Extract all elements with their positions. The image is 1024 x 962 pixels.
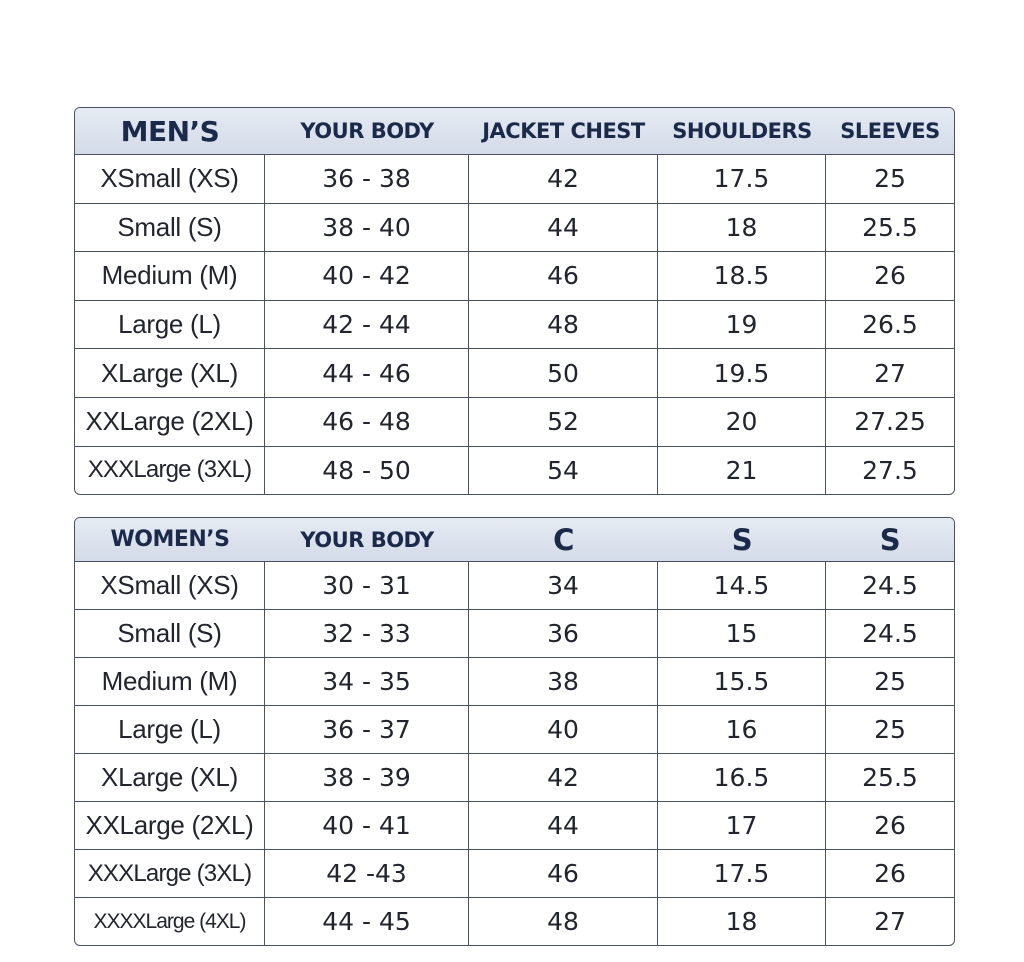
sleeves-cell: 25 — [826, 706, 954, 754]
table-row — [75, 898, 954, 945]
chest-cell: 34 — [469, 562, 658, 610]
table-row — [75, 850, 954, 898]
table-row — [75, 802, 954, 850]
size-cell: Medium (M) — [75, 658, 265, 706]
table-row — [75, 754, 954, 802]
body-cell: 36 - 37 — [265, 706, 469, 754]
size-cell: Small (S) — [75, 610, 265, 658]
size-cell: XSmall (XS) — [75, 155, 265, 204]
womens-s-header: S — [658, 518, 826, 562]
chest-cell: 42 — [469, 754, 658, 802]
mens-size-table — [74, 107, 955, 495]
body-cell: 38 - 40 — [265, 204, 469, 253]
mens-your-body-header: YOUR BODY — [265, 108, 469, 155]
shoulders-cell: 15 — [658, 610, 826, 658]
chest-cell: 46 — [469, 252, 658, 301]
table-row — [75, 706, 954, 754]
shoulders-cell: 18 — [658, 204, 826, 253]
sleeves-cell: 27.25 — [826, 398, 954, 447]
chest-cell: 48 — [469, 898, 658, 945]
shoulders-cell: 17 — [658, 802, 826, 850]
size-cell: XXLarge (2XL) — [75, 802, 265, 850]
body-cell: 42 -43 — [265, 850, 469, 898]
mens-shoulders-header: SHOULDERS — [658, 108, 826, 155]
table-row — [75, 562, 954, 610]
chest-cell: 54 — [469, 447, 658, 495]
size-cell: XLarge (XL) — [75, 349, 265, 398]
size-cell: XXXXLarge (4XL) — [75, 898, 265, 945]
sleeves-cell: 25 — [826, 658, 954, 706]
table-row — [75, 398, 954, 447]
shoulders-cell: 18.5 — [658, 252, 826, 301]
sleeves-cell: 25.5 — [826, 754, 954, 802]
shoulders-cell: 19.5 — [658, 349, 826, 398]
shoulders-cell: 17.5 — [658, 155, 826, 204]
chest-cell: 44 — [469, 802, 658, 850]
size-cell: XXXLarge (3XL) — [75, 850, 265, 898]
sleeves-cell: 27 — [826, 349, 954, 398]
chest-cell: 40 — [469, 706, 658, 754]
size-cell: Large (L) — [75, 301, 265, 350]
sleeves-cell: 24.5 — [826, 562, 954, 610]
table-row — [75, 610, 954, 658]
chest-cell: 46 — [469, 850, 658, 898]
size-cell: XXXLarge (3XL) — [75, 447, 265, 495]
table-row — [75, 301, 954, 350]
chest-cell: 38 — [469, 658, 658, 706]
shoulders-cell: 14.5 — [658, 562, 826, 610]
shoulders-cell: 16 — [658, 706, 826, 754]
chest-cell: 50 — [469, 349, 658, 398]
size-cell: Medium (M) — [75, 252, 265, 301]
table-row — [75, 204, 954, 253]
womens-s-header-2: S — [826, 518, 954, 562]
size-cell: Small (S) — [75, 204, 265, 253]
chest-cell: 48 — [469, 301, 658, 350]
mens-header-row — [75, 108, 954, 155]
table-row — [75, 252, 954, 301]
mens-title-header: MEN’S — [75, 108, 265, 155]
sleeves-cell: 26 — [826, 252, 954, 301]
body-cell: 36 - 38 — [265, 155, 469, 204]
size-cell: XLarge (XL) — [75, 754, 265, 802]
table-row — [75, 155, 954, 204]
table-row — [75, 349, 954, 398]
body-cell: 40 - 41 — [265, 802, 469, 850]
womens-title-header: WOMEN’S — [75, 518, 265, 562]
sleeves-cell: 26 — [826, 802, 954, 850]
table-row — [75, 447, 954, 495]
body-cell: 46 - 48 — [265, 398, 469, 447]
womens-c-header: C — [469, 518, 658, 562]
body-cell: 42 - 44 — [265, 301, 469, 350]
sleeves-cell: 27 — [874, 907, 906, 936]
womens-header-row — [75, 518, 954, 562]
size-cell: XXLarge (2XL) — [75, 398, 265, 447]
body-cell: 38 - 39 — [265, 754, 469, 802]
mens-jacket-chest-header: JACKET CHEST — [469, 108, 658, 155]
shoulders-cell: 19 — [658, 301, 826, 350]
shoulders-cell: 21 — [658, 447, 826, 495]
size-cell: Large (L) — [75, 706, 265, 754]
chest-cell: 52 — [469, 398, 658, 447]
sleeves-cell: 24.5 — [826, 610, 954, 658]
shoulders-cell: 16.5 — [658, 754, 826, 802]
womens-size-table — [74, 517, 955, 946]
body-cell: 30 - 31 — [265, 562, 469, 610]
chest-cell: 42 — [469, 155, 658, 204]
sleeves-cell: 25.5 — [826, 204, 954, 253]
chest-cell: 36 — [469, 610, 658, 658]
body-cell: 44 - 45 — [265, 898, 469, 945]
body-cell: 34 - 35 — [265, 658, 469, 706]
body-cell: 32 - 33 — [265, 610, 469, 658]
table-row — [75, 658, 954, 706]
sleeves-cell: 25 — [826, 155, 954, 204]
body-cell: 48 - 50 — [265, 447, 469, 495]
shoulders-cell: 20 — [658, 398, 826, 447]
body-cell: 44 - 46 — [265, 349, 469, 398]
shoulders-cell: 15.5 — [658, 658, 826, 706]
sleeves-cell: 26 — [826, 850, 954, 898]
sleeves-cell: 27.5 — [862, 455, 918, 485]
shoulders-cell: 18 — [658, 898, 826, 945]
sleeves-cell: 26.5 — [826, 301, 954, 350]
size-cell: XSmall (XS) — [75, 562, 265, 610]
mens-sleeves-header: SLEEVES — [826, 108, 954, 155]
shoulders-cell: 17.5 — [658, 850, 826, 898]
womens-your-body-header: YOUR BODY — [265, 518, 469, 562]
body-cell: 40 - 42 — [265, 252, 469, 301]
chest-cell: 44 — [469, 204, 658, 253]
